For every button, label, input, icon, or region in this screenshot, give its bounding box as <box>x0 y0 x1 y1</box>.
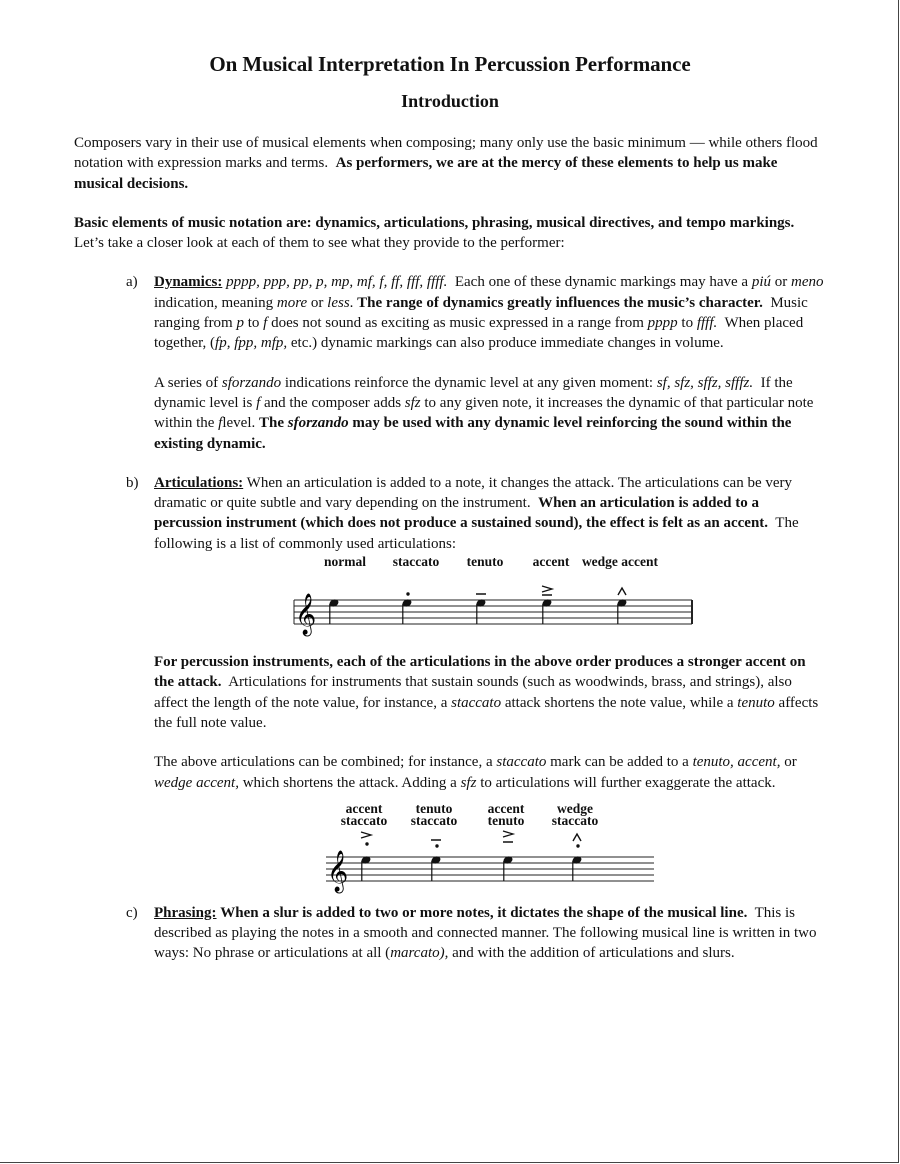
term-dynamics: Dynamics: <box>154 274 223 291</box>
text: The <box>259 415 285 432</box>
term-italic: pppp <box>647 315 678 332</box>
text: to <box>247 315 260 332</box>
articulations-paragraph-3 <box>154 752 826 793</box>
music-staff-example-1 <box>154 554 826 650</box>
text: The above articulations can be combined; for instance, a <box>154 754 493 771</box>
term-italic: more <box>276 294 308 311</box>
intro-text: Composers vary in their use of musical elements when composing; many only use the basic minimum — while others flood notation with expression marks and terms. <box>74 135 818 172</box>
term-italic: marcato), <box>390 945 449 962</box>
term-italic: sforzando <box>287 415 349 432</box>
term-italic: less <box>327 294 350 311</box>
text: Articulations for instruments that sustain sounds (such as woodwinds, brass, and strings), also affect the length of the note value, for instance, a <box>154 674 792 711</box>
text: . <box>349 294 354 311</box>
bold-text: The range of dynamics greatly influences the music’s character. <box>357 294 763 311</box>
text: or <box>310 294 324 311</box>
articulation-example-1 <box>154 554 826 650</box>
text: to <box>681 315 694 332</box>
articulation-example-2 <box>154 801 826 903</box>
text: which shortens the attack. Adding a <box>242 774 457 791</box>
text: affects the full note value. <box>154 694 819 731</box>
text: When an articulation is added to a note, it changes the attack. The articulations can be very dramatic or quite subtle and vary depending on the instrument. <box>154 474 793 512</box>
term-italic: sfz <box>404 394 421 411</box>
text: The following is a list of commonly used articulations: <box>154 515 799 552</box>
text: When placed together, ( <box>154 315 804 352</box>
text: and the composer adds <box>263 394 402 411</box>
term-italic: wedge accent, <box>154 774 239 791</box>
section-heading: Introduction <box>401 91 499 111</box>
section-articulations-cont <box>74 652 826 793</box>
accent-mark-icon <box>542 586 552 592</box>
intro-paragraph-2 <box>74 213 826 254</box>
text: Music ranging from <box>154 294 808 332</box>
term-italic: f <box>263 315 268 332</box>
text: may be used with any dynamic level reinforcing the sound within the existing dynamic. <box>154 415 792 452</box>
text: or <box>784 754 797 771</box>
bold-text: For percussion instruments, each of the articulations in the above order produces a stronger accent on the attack. <box>154 654 806 691</box>
articulation-label-staccato: staccato <box>410 812 458 828</box>
intro-text: Let’s take a closer look at each of them to see what they provide to the performer: <box>74 235 565 252</box>
text: Each one of these dynamic markings may have a <box>454 274 749 291</box>
term-italic: sf, sfz, sffz, sfffz. <box>656 374 754 391</box>
term-italic: tenuto, accent, <box>692 754 781 771</box>
articulation-label-accent: accent <box>532 554 570 570</box>
text: does not sound as exciting as music expressed in a range from <box>271 315 644 332</box>
articulation-label-wedge: wedge <box>557 800 593 816</box>
term-italic: f <box>256 394 261 411</box>
text: A series of <box>154 374 219 391</box>
wedge-mark-icon <box>573 834 581 841</box>
list-letter: a) <box>126 274 138 291</box>
articulation-label-normal: normal <box>324 554 366 570</box>
staccato-dot-icon <box>365 842 368 845</box>
staccato-dot-icon <box>406 592 409 595</box>
dynamics-paragraph-2 <box>154 373 826 454</box>
term-italic: ffff. <box>696 315 718 332</box>
articulation-label-wedge-accent: wedge accent <box>581 554 659 570</box>
text: to articulations will further exaggerate the attack. <box>480 774 776 791</box>
term-italic: staccato <box>496 754 547 771</box>
text: etc.) dynamic markings can also produce immediate changes in volume. <box>290 335 724 352</box>
bold-text: When an articulation is added to a percussion instrument (which does not produce a sustained sound), the effect is felt as an accent. <box>154 495 769 532</box>
accent-mark-icon <box>361 832 371 838</box>
staccato-dot-icon <box>435 844 438 847</box>
term-italic: sfz <box>460 774 477 791</box>
wedge-mark-icon <box>618 588 626 595</box>
treble-clef-icon: 𝄞 <box>327 850 349 891</box>
articulation-label-tenuto: tenuto <box>466 554 504 570</box>
term-italic: f <box>218 415 223 432</box>
text: This is described as playing the notes in a smooth and connected manner. The following musical line is written in two ways: No phrase or articulations at all ( <box>154 904 817 962</box>
note-group <box>324 554 659 624</box>
text: mark can be added to a <box>550 754 689 771</box>
text: and with the addition of articulations and slurs. <box>452 945 735 962</box>
intro-bold-text: Basic elements of music notation are: dynamics, articulations, phrasing, musical directives, and tempo markings. <box>74 214 795 231</box>
term-italic: staccato <box>451 694 502 711</box>
dynamics-paragraph-1 <box>154 272 826 353</box>
term-italic: tenuto <box>737 694 775 711</box>
text: to any given note, it increases the dynamic of that particular note within the <box>154 394 814 432</box>
term-italic: meno <box>791 274 824 291</box>
articulations-paragraph-2 <box>154 652 826 733</box>
music-staff-example-2 <box>154 801 826 903</box>
text: indication, meaning <box>154 294 274 311</box>
treble-clef-icon: 𝄞 <box>295 594 317 635</box>
dynamic-marks: pppp, ppp, pp, p, mp, mf, f, ff, fff, ffff. <box>226 274 448 291</box>
term-italic: piú <box>751 274 771 291</box>
document-page <box>74 52 826 964</box>
section-articulations <box>74 473 826 554</box>
articulation-label-tenuto: tenuto <box>487 812 525 828</box>
articulation-label-staccato: staccato <box>340 812 388 828</box>
document-title: On Musical Interpretation In Percussion Performance <box>209 52 691 76</box>
articulation-label-accent: accent <box>487 800 525 816</box>
bold-text: When a slur is added to two or more notes, it dictates the shape of the musical line. <box>220 904 748 921</box>
term-articulations: Articulations: <box>154 474 244 491</box>
text: indications reinforce the dynamic level at any given moment: <box>284 374 654 391</box>
text: or <box>774 274 788 291</box>
term-italic: p <box>236 315 244 332</box>
intro-paragraph-1 <box>74 133 826 194</box>
staccato-dot-icon <box>576 844 579 847</box>
phrasing-paragraph <box>154 903 826 964</box>
articulation-label-staccato: staccato <box>392 554 440 570</box>
accent-mark-icon <box>503 831 513 837</box>
section-phrasing <box>74 903 826 964</box>
section-dynamics <box>74 272 826 453</box>
term-phrasing: Phrasing: <box>154 904 217 921</box>
articulation-label-accent: accent <box>345 800 383 816</box>
term-italic: sforzando <box>221 374 282 391</box>
text: level. <box>222 415 256 432</box>
articulation-label-tenuto: tenuto <box>415 800 453 816</box>
articulation-label-staccato: staccato <box>551 812 599 828</box>
text: attack shortens the note value, while a <box>504 694 734 711</box>
articulations-paragraph-1 <box>154 473 826 554</box>
text: If the dynamic level is <box>154 374 793 411</box>
list-letter: c) <box>126 904 138 921</box>
term-italic: fp, fpp, mfp, <box>215 335 288 352</box>
list-letter: b) <box>126 474 139 491</box>
intro-bold-text: As performers, we are at the mercy of these elements to help us make musical decisions. <box>74 155 778 192</box>
